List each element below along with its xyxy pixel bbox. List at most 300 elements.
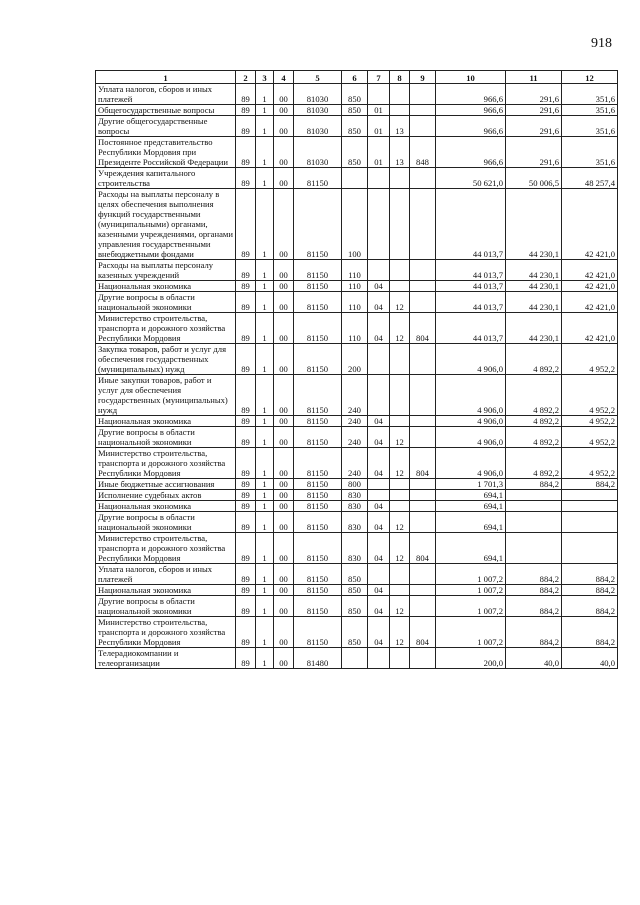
section-code: 89 (236, 512, 256, 533)
division (368, 490, 390, 501)
amount-col12: 42 421,0 (562, 189, 618, 260)
column-header-3: 3 (256, 71, 274, 84)
column-header-2: 2 (236, 71, 256, 84)
amount-col12: 40,0 (562, 648, 618, 669)
row-name: Национальная экономика (96, 281, 236, 292)
division (368, 189, 390, 260)
subchapter-code: 00 (274, 490, 294, 501)
amount-col12: 42 421,0 (562, 260, 618, 281)
subdivision: 13 (390, 137, 410, 168)
section-code: 89 (236, 281, 256, 292)
row-name: Уплата налогов, сборов и иных платежей (96, 84, 236, 105)
chapter-code: 1 (256, 292, 274, 313)
row-name: Другие вопросы в области национальной экономики (96, 427, 236, 448)
target-code: 81480 (294, 648, 342, 669)
admin-code (410, 260, 436, 281)
expense-type: 240 (342, 375, 368, 416)
admin-code (410, 84, 436, 105)
table-row (96, 189, 618, 260)
column-header-1: 1 (96, 71, 236, 84)
subchapter-code: 00 (274, 501, 294, 512)
amount-col12 (562, 512, 618, 533)
section-code: 89 (236, 260, 256, 281)
row-name: Уплата налогов, сборов и иных платежей (96, 564, 236, 585)
expense-type: 200 (342, 344, 368, 375)
expense-type: 240 (342, 416, 368, 427)
amount-col11: 4 892,2 (506, 344, 562, 375)
chapter-code: 1 (256, 344, 274, 375)
amount-col12: 884,2 (562, 596, 618, 617)
row-name: Телерадиокомпании и телеорганизации (96, 648, 236, 669)
amount-col12 (562, 533, 618, 564)
amount-col12: 4 952,2 (562, 448, 618, 479)
admin-code (410, 564, 436, 585)
table-row (96, 137, 618, 168)
admin-code: 848 (410, 137, 436, 168)
row-name: Другие вопросы в области национальной экономики (96, 596, 236, 617)
admin-code (410, 501, 436, 512)
expense-type: 850 (342, 596, 368, 617)
column-header-8: 8 (390, 71, 410, 84)
target-code: 81150 (294, 585, 342, 596)
subdivision: 13 (390, 116, 410, 137)
subdivision: 12 (390, 292, 410, 313)
division (368, 648, 390, 669)
target-code: 81150 (294, 533, 342, 564)
subchapter-code: 00 (274, 292, 294, 313)
amount-col12 (562, 501, 618, 512)
target-code: 81150 (294, 427, 342, 448)
amount-col10: 4 906,0 (436, 448, 506, 479)
table-row (96, 564, 618, 585)
row-name: Министерство строительства, транспорта и дорожного хозяйства Республики Мордовия (96, 313, 236, 344)
subdivision: 12 (390, 596, 410, 617)
admin-code: 804 (410, 313, 436, 344)
amount-col10: 1 701,3 (436, 479, 506, 490)
expense-type: 850 (342, 564, 368, 585)
subdivision (390, 375, 410, 416)
table-row (96, 501, 618, 512)
chapter-code: 1 (256, 281, 274, 292)
amount-col10: 694,1 (436, 512, 506, 533)
amount-col11: 4 892,2 (506, 448, 562, 479)
target-code: 81150 (294, 281, 342, 292)
subdivision: 12 (390, 448, 410, 479)
expense-type: 240 (342, 427, 368, 448)
division (368, 564, 390, 585)
amount-col12: 48 257,4 (562, 168, 618, 189)
expense-type: 850 (342, 84, 368, 105)
subdivision: 12 (390, 313, 410, 344)
subdivision (390, 585, 410, 596)
division: 04 (368, 585, 390, 596)
section-code: 89 (236, 479, 256, 490)
amount-col12: 351,6 (562, 105, 618, 116)
table-row (96, 84, 618, 105)
column-header-6: 6 (342, 71, 368, 84)
amount-col10: 966,6 (436, 137, 506, 168)
expense-type: 110 (342, 313, 368, 344)
expense-type: 110 (342, 281, 368, 292)
subdivision (390, 479, 410, 490)
column-header-4: 4 (274, 71, 294, 84)
subchapter-code: 00 (274, 564, 294, 585)
table-row (96, 585, 618, 596)
admin-code (410, 189, 436, 260)
table-row (96, 648, 618, 669)
section-code: 89 (236, 648, 256, 669)
expense-type: 850 (342, 105, 368, 116)
chapter-code: 1 (256, 479, 274, 490)
chapter-code: 1 (256, 617, 274, 648)
target-code: 81150 (294, 189, 342, 260)
subdivision (390, 168, 410, 189)
target-code: 81150 (294, 512, 342, 533)
amount-col10: 44 013,7 (436, 260, 506, 281)
table-row (96, 416, 618, 427)
subchapter-code: 00 (274, 416, 294, 427)
amount-col11 (506, 512, 562, 533)
expense-type: 850 (342, 137, 368, 168)
division: 01 (368, 116, 390, 137)
division: 04 (368, 512, 390, 533)
section-code: 89 (236, 344, 256, 375)
amount-col10: 694,1 (436, 533, 506, 564)
subchapter-code: 00 (274, 105, 294, 116)
row-name: Иные закупки товаров, работ и услуг для обеспечения государственных (муниципальных) нужд (96, 375, 236, 416)
table-row (96, 292, 618, 313)
admin-code (410, 168, 436, 189)
chapter-code: 1 (256, 490, 274, 501)
chapter-code: 1 (256, 416, 274, 427)
division: 04 (368, 501, 390, 512)
subchapter-code: 00 (274, 512, 294, 533)
amount-col10: 966,6 (436, 105, 506, 116)
division: 04 (368, 596, 390, 617)
section-code: 89 (236, 585, 256, 596)
subdivision (390, 416, 410, 427)
amount-col11: 884,2 (506, 617, 562, 648)
amount-col11: 4 892,2 (506, 427, 562, 448)
expense-type: 110 (342, 292, 368, 313)
row-name: Министерство строительства, транспорта и дорожного хозяйства Республики Мордовия (96, 617, 236, 648)
section-code: 89 (236, 490, 256, 501)
chapter-code: 1 (256, 313, 274, 344)
admin-code: 804 (410, 617, 436, 648)
admin-code (410, 479, 436, 490)
division: 01 (368, 137, 390, 168)
table-row (96, 617, 618, 648)
amount-col11: 50 006,5 (506, 168, 562, 189)
amount-col12: 351,6 (562, 84, 618, 105)
expense-type: 240 (342, 448, 368, 479)
amount-col12: 42 421,0 (562, 313, 618, 344)
page-number: 918 (591, 36, 612, 51)
target-code: 81150 (294, 313, 342, 344)
expense-type: 830 (342, 512, 368, 533)
amount-col10: 50 621,0 (436, 168, 506, 189)
amount-col12: 4 952,2 (562, 416, 618, 427)
row-name: Другие общегосударственные вопросы (96, 116, 236, 137)
table-row (96, 313, 618, 344)
section-code: 89 (236, 596, 256, 617)
chapter-code: 1 (256, 116, 274, 137)
amount-col12: 884,2 (562, 585, 618, 596)
amount-col12: 351,6 (562, 116, 618, 137)
chapter-code: 1 (256, 512, 274, 533)
subdivision (390, 189, 410, 260)
amount-col11: 291,6 (506, 84, 562, 105)
table-row (96, 375, 618, 416)
subchapter-code: 00 (274, 617, 294, 648)
target-code: 81150 (294, 490, 342, 501)
header-row (96, 71, 618, 84)
subdivision (390, 281, 410, 292)
subchapter-code: 00 (274, 448, 294, 479)
subdivision (390, 344, 410, 375)
amount-col11: 291,6 (506, 116, 562, 137)
division: 01 (368, 105, 390, 116)
amount-col12: 4 952,2 (562, 375, 618, 416)
admin-code (410, 416, 436, 427)
section-code: 89 (236, 189, 256, 260)
subchapter-code: 00 (274, 168, 294, 189)
subdivision: 12 (390, 617, 410, 648)
expense-type (342, 168, 368, 189)
column-header-9: 9 (410, 71, 436, 84)
chapter-code: 1 (256, 448, 274, 479)
target-code: 81150 (294, 344, 342, 375)
section-code: 89 (236, 427, 256, 448)
admin-code: 804 (410, 448, 436, 479)
amount-col11: 884,2 (506, 564, 562, 585)
expense-type: 100 (342, 189, 368, 260)
section-code: 89 (236, 501, 256, 512)
amount-col11: 44 230,1 (506, 260, 562, 281)
chapter-code: 1 (256, 137, 274, 168)
chapter-code: 1 (256, 375, 274, 416)
target-code: 81030 (294, 84, 342, 105)
target-code: 81150 (294, 564, 342, 585)
expense-type: 850 (342, 116, 368, 137)
amount-col12: 4 952,2 (562, 427, 618, 448)
division (368, 168, 390, 189)
target-code: 81150 (294, 375, 342, 416)
row-name: Национальная экономика (96, 585, 236, 596)
target-code: 81150 (294, 260, 342, 281)
amount-col10: 1 007,2 (436, 617, 506, 648)
expense-type: 850 (342, 617, 368, 648)
table-row (96, 344, 618, 375)
subdivision: 12 (390, 512, 410, 533)
amount-col11: 291,6 (506, 137, 562, 168)
subdivision (390, 260, 410, 281)
admin-code (410, 427, 436, 448)
admin-code (410, 512, 436, 533)
amount-col11: 44 230,1 (506, 189, 562, 260)
amount-col10: 966,6 (436, 84, 506, 105)
amount-col10: 44 013,7 (436, 281, 506, 292)
expense-type: 830 (342, 490, 368, 501)
target-code: 81030 (294, 116, 342, 137)
table-row (96, 427, 618, 448)
subdivision (390, 490, 410, 501)
amount-col11: 44 230,1 (506, 313, 562, 344)
subchapter-code: 00 (274, 479, 294, 490)
admin-code (410, 648, 436, 669)
row-name: Другие вопросы в области национальной экономики (96, 512, 236, 533)
subchapter-code: 00 (274, 189, 294, 260)
admin-code (410, 292, 436, 313)
subchapter-code: 00 (274, 281, 294, 292)
amount-col11: 884,2 (506, 585, 562, 596)
table-row (96, 281, 618, 292)
expense-type: 110 (342, 260, 368, 281)
amount-col10: 694,1 (436, 501, 506, 512)
table-row (96, 448, 618, 479)
amount-col11: 44 230,1 (506, 292, 562, 313)
target-code: 81030 (294, 137, 342, 168)
division (368, 260, 390, 281)
amount-col10: 694,1 (436, 490, 506, 501)
division: 04 (368, 617, 390, 648)
amount-col11 (506, 501, 562, 512)
amount-col10: 1 007,2 (436, 585, 506, 596)
section-code: 89 (236, 564, 256, 585)
amount-col10: 4 906,0 (436, 375, 506, 416)
budget-table-container (95, 70, 617, 669)
section-code: 89 (236, 617, 256, 648)
amount-col11: 4 892,2 (506, 416, 562, 427)
expense-type: 850 (342, 585, 368, 596)
division: 04 (368, 427, 390, 448)
table-row (96, 512, 618, 533)
table-row (96, 116, 618, 137)
amount-col12 (562, 490, 618, 501)
subdivision (390, 105, 410, 116)
subchapter-code: 00 (274, 313, 294, 344)
amount-col11: 884,2 (506, 596, 562, 617)
section-code: 89 (236, 533, 256, 564)
section-code: 89 (236, 448, 256, 479)
table-row (96, 479, 618, 490)
column-header-12: 12 (562, 71, 618, 84)
row-name: Иные бюджетные ассигнования (96, 479, 236, 490)
admin-code (410, 281, 436, 292)
target-code: 81150 (294, 479, 342, 490)
admin-code (410, 596, 436, 617)
section-code: 89 (236, 313, 256, 344)
table-row (96, 168, 618, 189)
budget-table (95, 70, 618, 669)
subdivision (390, 648, 410, 669)
row-name: Министерство строительства, транспорта и дорожного хозяйства Республики Мордовия (96, 533, 236, 564)
row-name: Расходы на выплаты персоналу казенных учреждений (96, 260, 236, 281)
section-code: 89 (236, 105, 256, 116)
row-name: Постоянное представительство Республики Мордовия при Президенте Российской Федерации (96, 137, 236, 168)
division: 04 (368, 533, 390, 564)
amount-col10: 44 013,7 (436, 189, 506, 260)
admin-code (410, 375, 436, 416)
table-row (96, 533, 618, 564)
amount-col12: 42 421,0 (562, 292, 618, 313)
row-name: Исполнение судебных актов (96, 490, 236, 501)
subchapter-code: 00 (274, 137, 294, 168)
subchapter-code: 00 (274, 533, 294, 564)
chapter-code: 1 (256, 427, 274, 448)
expense-type: 830 (342, 501, 368, 512)
division (368, 84, 390, 105)
expense-type: 830 (342, 533, 368, 564)
section-code: 89 (236, 116, 256, 137)
row-name: Национальная экономика (96, 501, 236, 512)
amount-col12: 351,6 (562, 137, 618, 168)
chapter-code: 1 (256, 260, 274, 281)
expense-type (342, 648, 368, 669)
chapter-code: 1 (256, 189, 274, 260)
target-code: 81150 (294, 292, 342, 313)
amount-col12: 884,2 (562, 564, 618, 585)
target-code: 81150 (294, 416, 342, 427)
column-header-7: 7 (368, 71, 390, 84)
table-row (96, 260, 618, 281)
chapter-code: 1 (256, 648, 274, 669)
table-body (96, 84, 618, 669)
subchapter-code: 00 (274, 427, 294, 448)
amount-col11: 4 892,2 (506, 375, 562, 416)
chapter-code: 1 (256, 564, 274, 585)
row-name: Национальная экономика (96, 416, 236, 427)
amount-col12: 884,2 (562, 617, 618, 648)
amount-col10: 966,6 (436, 116, 506, 137)
section-code: 89 (236, 84, 256, 105)
amount-col10: 4 906,0 (436, 427, 506, 448)
subchapter-code: 00 (274, 375, 294, 416)
target-code: 81030 (294, 105, 342, 116)
amount-col10: 1 007,2 (436, 596, 506, 617)
amount-col12: 4 952,2 (562, 344, 618, 375)
admin-code (410, 490, 436, 501)
subdivision (390, 501, 410, 512)
division: 04 (368, 416, 390, 427)
chapter-code: 1 (256, 501, 274, 512)
table-row (96, 105, 618, 116)
admin-code (410, 344, 436, 375)
subdivision: 12 (390, 533, 410, 564)
chapter-code: 1 (256, 84, 274, 105)
division: 04 (368, 313, 390, 344)
amount-col12: 42 421,0 (562, 281, 618, 292)
chapter-code: 1 (256, 105, 274, 116)
column-header-5: 5 (294, 71, 342, 84)
amount-col11: 40,0 (506, 648, 562, 669)
subchapter-code: 00 (274, 585, 294, 596)
amount-col11 (506, 533, 562, 564)
row-name: Расходы на выплаты персоналу в целях обеспечения выполнения функций государственными (муниципальными) органами, казенными учреждениями, органами управления государственными внебюджетными фондами (96, 189, 236, 260)
amount-col10: 44 013,7 (436, 313, 506, 344)
chapter-code: 1 (256, 533, 274, 564)
division (368, 344, 390, 375)
chapter-code: 1 (256, 585, 274, 596)
admin-code (410, 105, 436, 116)
division: 04 (368, 281, 390, 292)
admin-code: 804 (410, 533, 436, 564)
amount-col11: 291,6 (506, 105, 562, 116)
section-code: 89 (236, 375, 256, 416)
amount-col10: 44 013,7 (436, 292, 506, 313)
subchapter-code: 00 (274, 648, 294, 669)
division: 04 (368, 448, 390, 479)
